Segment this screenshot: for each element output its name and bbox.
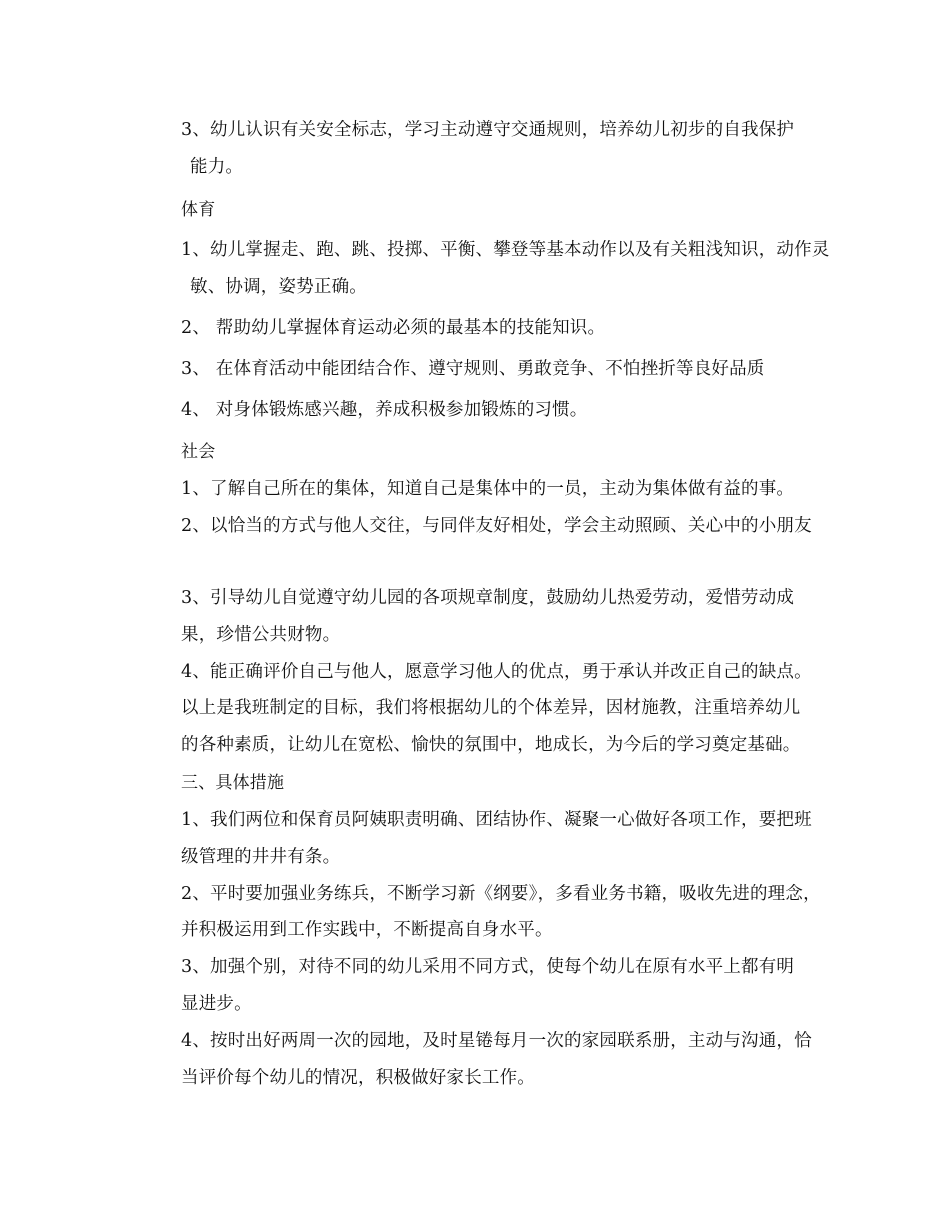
paragraph-line: 4、 对身体锻炼感兴趣，养成积极参加锻炼的习惯。: [181, 400, 588, 420]
paragraph-line: 的各种素质，让幼儿在宽松、愉快的氛围中，地成长，为今后的学习奠定基础。: [181, 735, 801, 755]
paragraph-line: 2、 帮助幼儿掌握体育运动必须的最基本的技能知识。: [181, 318, 606, 338]
paragraph-line: 3、加强个别，对待不同的幼儿采用不同方式，使每个幼儿在原有水平上都有明: [181, 957, 795, 977]
paragraph-line: 级管理的井井有条。: [181, 847, 341, 867]
paragraph-line: 3、引导幼儿自觉遵守幼儿园的各项规章制度，鼓励幼儿热爱劳动，爱惜劳动成: [181, 588, 795, 608]
paragraph-line: 显进步。: [181, 994, 252, 1014]
paragraph-line: 敏、协调，姿势正确。: [190, 277, 367, 297]
paragraph-line: 以上是我班制定的目标，我们将根据幼儿的个体差异，因材施教，注重培养幼儿: [181, 698, 801, 718]
paragraph-line: 3、 在体育活动中能团结合作、遵守规则、勇敢竞争、不怕挫折等良好品质: [181, 359, 765, 379]
paragraph-line: 2、平时要加强业务练兵，不断学习新《纲要》，多看业务书籍，吸收先进的理念，: [181, 884, 821, 904]
paragraph-line: 能力。: [190, 157, 244, 177]
paragraph-line: 4、按时出好两周一次的园地，及时星锩每月一次的家园联系册，主动与沟通，恰: [181, 1031, 812, 1051]
section-heading-society: 社会: [181, 442, 216, 462]
paragraph-line: 1、幼儿掌握走、跑、跳、投掷、平衡、攀登等基本动作以及有关粗浅知识，动作灵: [181, 240, 830, 260]
paragraph-line: 1、我们两位和保育员阿姨职责明确、团结协作、凝聚一心做好各项工作，要把班: [181, 810, 812, 830]
paragraph-line: 果，珍惜公共财物。: [181, 625, 341, 645]
paragraph-line: 当评价每个幼儿的情况，积极做好家长工作。: [181, 1068, 535, 1088]
paragraph-line: 2、以恰当的方式与他人交往，与同伴友好相处，学会主动照顾、关心中的小朋友: [181, 516, 812, 536]
paragraph-line: 4、能正确评价自己与他人，愿意学习他人的优点，勇于承认并改正自己的缺点。: [181, 662, 812, 682]
paragraph-line: 3、幼儿认识有关安全标志，学习主动遵守交通规则，培养幼儿初步的自我保护: [181, 120, 795, 140]
paragraph-line: 并积极运用到工作实践中，不断提高自身水平。: [181, 920, 553, 940]
section-heading-measures: 三、具体措施: [181, 773, 285, 793]
section-heading-sports: 体育: [181, 200, 216, 220]
paragraph-line: 1、了解自己所在的集体，知道自己是集体中的一员，主动为集体做有益的事。: [181, 479, 795, 499]
